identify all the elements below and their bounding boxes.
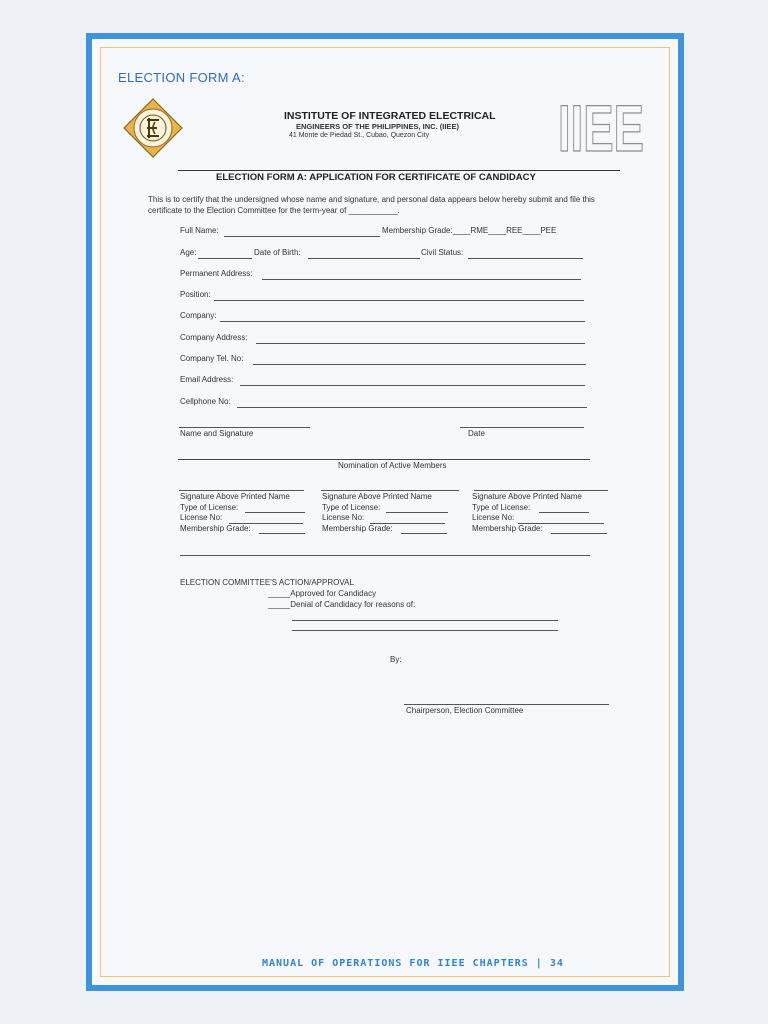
company-tel-line[interactable] (253, 364, 586, 365)
company-line[interactable] (220, 321, 585, 322)
nominator-2-grade-line[interactable] (401, 533, 447, 534)
nominator-2-license-type: Type of License: (322, 502, 381, 512)
signature-line[interactable] (179, 427, 310, 428)
nominator-2 (322, 492, 432, 534)
company-label: Company: (180, 311, 217, 320)
nominator-2-grade: Membership Grade: (322, 523, 393, 533)
nominator-3 (472, 492, 582, 534)
org-subtitle: ENGINEERS OF THE PHILIPPINES, INC. (IIEE) (296, 122, 459, 131)
nominator-1-license-no-line[interactable] (229, 523, 303, 524)
nominator-1 (180, 492, 290, 534)
cellphone-label: Cellphone No: (180, 397, 231, 406)
iiee-brand-mark (556, 91, 646, 165)
nominator-1-license-type: Type of License: (180, 502, 239, 512)
nominator-3-signature: Signature Above Printed Name (472, 492, 582, 501)
nominator-1-signature-line[interactable] (179, 490, 304, 491)
nominator-1-grade-line[interactable] (259, 533, 305, 534)
by-label: By: (390, 655, 402, 664)
permanent-address-label: Permanent Address: (180, 269, 253, 278)
position-line[interactable] (214, 300, 584, 301)
denial-option[interactable]: _____Denial of Candidacy for reasons of: (268, 600, 416, 609)
nominator-1-grade: Membership Grade: (180, 523, 251, 533)
company-address-label: Company Address: (180, 333, 248, 342)
name-signature-label: Name and Signature (180, 429, 254, 438)
form-label: ELECTION FORM A: (118, 70, 245, 85)
company-tel-label: Company Tel. No: (180, 354, 244, 363)
nominator-3-signature-line[interactable] (474, 490, 608, 491)
intro-paragraph: This is to certify that the undersigned whose name and signature, and personal data appears below hereby submit and file this certificate to the Election Committee for the term-year of ___________. (148, 195, 595, 215)
nominator-3-license-no: License No: (472, 513, 515, 522)
org-name: INSTITUTE OF INTEGRATED ELECTRICAL (284, 110, 496, 122)
nominator-1-license-no: License No: (180, 513, 223, 522)
nominator-3-license-type: Type of License: (472, 502, 531, 512)
brand-mark-text: IIEE (558, 91, 644, 165)
nominator-3-license-type-line[interactable] (539, 512, 589, 513)
company-address-line[interactable] (256, 343, 585, 344)
full-name-line[interactable] (224, 236, 380, 237)
position-label: Position: (180, 290, 211, 299)
title-rule (178, 170, 620, 171)
dob-line[interactable] (308, 258, 420, 259)
nomination-bottom-rule (180, 555, 590, 556)
reason-line-2[interactable] (292, 630, 558, 631)
nominator-2-license-no: License No: (322, 513, 365, 522)
dob-label: Date of Birth: (254, 248, 301, 257)
age-line[interactable] (198, 258, 252, 259)
nomination-heading: Nomination of Active Members (338, 461, 447, 470)
org-address: 41 Monte de Piedad St., Cubao, Quezon City (289, 132, 430, 139)
full-name-label: Full Name: (180, 226, 219, 235)
form-title: ELECTION FORM A: APPLICATION FOR CERTIFICATE OF CANDIDACY (216, 172, 536, 183)
nominator-3-license-no-line[interactable] (518, 523, 604, 524)
cellphone-line[interactable] (237, 407, 587, 408)
age-label: Age: (180, 248, 197, 257)
nomination-rule (178, 459, 590, 460)
chair-label: Chairperson, Election Committee (406, 706, 524, 715)
nominator-2-license-type-line[interactable] (386, 512, 448, 513)
civil-status-line[interactable] (468, 258, 583, 259)
email-label: Email Address: (180, 375, 234, 384)
approved-option[interactable]: _____Approved for Candidacy (268, 589, 377, 598)
committee-heading: ELECTION COMMITTEE'S ACTION/APPROVAL (180, 578, 354, 587)
date-line[interactable] (460, 427, 584, 428)
nominator-2-license-no-line[interactable] (370, 523, 445, 524)
nominator-2-signature-line[interactable] (321, 490, 459, 491)
nominator-3-grade-line[interactable] (551, 533, 607, 534)
membership-grade-label: Membership Grade:____RME____REE____PEE (382, 226, 557, 235)
nominator-1-license-type-line[interactable] (245, 512, 305, 513)
manual-footer: MANUAL OF OPERATIONS FOR IIEE CHAPTERS | 34 (262, 958, 564, 969)
email-line[interactable] (240, 385, 585, 386)
civil-status-label: Civil Status: (421, 248, 464, 257)
permanent-address-line[interactable] (262, 279, 581, 280)
nominator-3-grade: Membership Grade: (472, 523, 543, 533)
nominator-2-signature: Signature Above Printed Name (322, 492, 432, 501)
date-label: Date (468, 429, 485, 438)
reason-line-1[interactable] (292, 620, 558, 621)
nominator-1-signature: Signature Above Printed Name (180, 492, 290, 501)
chair-signature-line[interactable] (404, 704, 609, 705)
iiee-logo-icon (122, 97, 184, 159)
